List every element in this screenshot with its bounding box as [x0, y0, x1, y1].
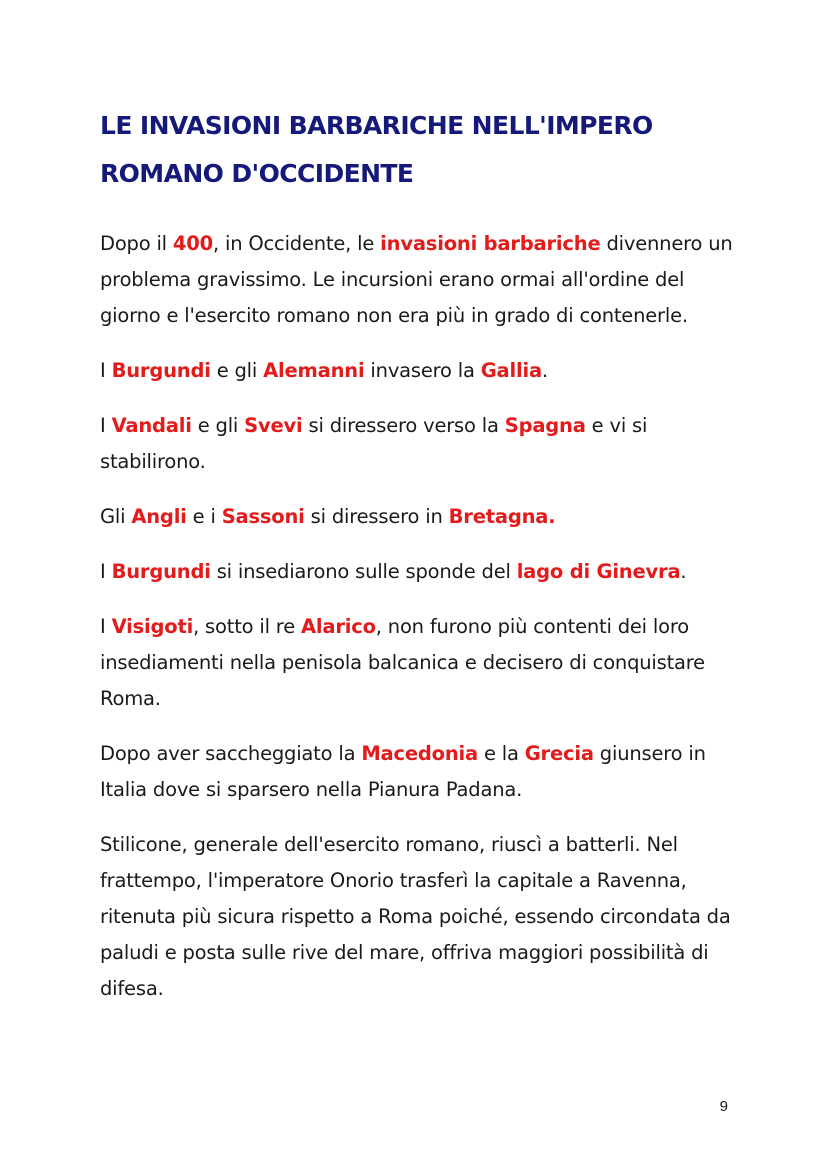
text: Gli: [100, 505, 132, 528]
highlight-sassoni: Sassoni: [221, 505, 305, 528]
page-number: 9: [719, 1098, 728, 1115]
text: e gli: [191, 414, 245, 437]
highlight-svevi: Svevi: [244, 414, 303, 437]
highlight-bretagna: Bretagna.: [448, 505, 556, 528]
text: I: [100, 359, 112, 382]
text: Dopo il: [100, 232, 173, 255]
text: e gli: [210, 359, 264, 382]
text: si diressero in: [304, 505, 449, 528]
page-title: LE INVASIONI BARBARICHE NELL'IMPERO ROMANO D'OCCIDENTE: [100, 111, 653, 188]
highlight-burgundi: Burgundi: [111, 359, 211, 382]
highlight-grecia: Grecia: [524, 742, 594, 765]
highlight-alarico: Alarico: [301, 615, 376, 638]
text: giunsero in Italia dove si sparsero nella Pianura Padana.: [100, 742, 706, 801]
paragraph-macedonia: [100, 736, 740, 808]
highlight-burgundi: Burgundi: [111, 560, 211, 583]
text: invasero la: [364, 359, 481, 382]
text: si diressero verso la: [302, 414, 505, 437]
text: , sotto il re: [193, 615, 301, 638]
highlight-visigoti: Visigoti: [111, 615, 194, 638]
text: si insediarono sulle sponde del: [210, 560, 517, 583]
highlight-angli: Angli: [131, 505, 187, 528]
text: I: [100, 615, 112, 638]
highlight-lago-di-ginevra: lago di Ginevra: [516, 560, 681, 583]
text: I: [100, 414, 112, 437]
paragraph-intro: [100, 226, 740, 334]
paragraph-ginevra: [100, 554, 740, 590]
text: e la: [477, 742, 525, 765]
text: , non furono più contenti dei loro insediamenti nella penisola balcanica e decisero di conquistare Roma.: [100, 615, 705, 710]
text: divennero un problema gravissimo. Le incursioni erano ormai all'ordine del giorno e l'esercito romano non era più in grado di contenerle.: [100, 232, 733, 327]
text: .: [541, 359, 548, 382]
text: e i: [186, 505, 222, 528]
paragraph-spagna: [100, 408, 740, 480]
highlight-vandali: Vandali: [111, 414, 192, 437]
highlight-spagna: Spagna: [504, 414, 586, 437]
document-page: [100, 102, 740, 1026]
text: Dopo aver saccheggiato la: [100, 742, 362, 765]
highlight-alemanni: Alemanni: [263, 359, 365, 382]
text: .: [680, 560, 687, 583]
text: I: [100, 560, 112, 583]
text: , in Occidente, le: [213, 232, 381, 255]
highlight-gallia: Gallia: [480, 359, 542, 382]
highlight-invasioni: invasioni barbariche: [380, 232, 601, 255]
text: Stilicone, generale dell'esercito romano, riuscì a batterli. Nel frattempo, l'imperatore Onorio trasferì la capitale a Ravenna, ritenuta più sicura rispetto a Roma poiché, essendo circondata da paludi e posta sulle rive del mare, offriva maggiori possibilità di difesa.: [100, 833, 731, 1000]
paragraph-gallia: [100, 353, 740, 389]
highlight-macedonia: Macedonia: [361, 742, 478, 765]
highlight-year: 400: [172, 232, 213, 255]
text: e vi si stabilirono.: [100, 414, 648, 473]
paragraph-bretagna: [100, 499, 740, 535]
paragraph-visigoti: [100, 609, 740, 717]
paragraph-stilicone: [100, 827, 740, 1007]
